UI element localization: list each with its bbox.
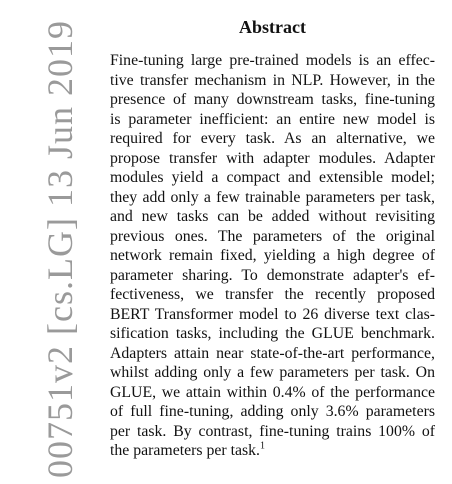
- abstract-last-line: [110, 441, 435, 461]
- abstract-line: BERT Transformer model to 26 diverse text clas-: [110, 305, 435, 323]
- abstract-line: propose transfer with adapter modules. Adapter: [110, 149, 435, 167]
- abstract-line: of full fine-tuning, adding only 3.6% parameters: [110, 403, 435, 420]
- arxiv-identifier-margin: [0, 0, 80, 484]
- abstract-line: network remain fixed, yielding a high degree of: [110, 247, 435, 264]
- arxiv-identifier: 00751v2 [cs.LG] 13 Jun 2019: [40, 20, 80, 478]
- abstract-line: required for every task. As an alternative, we: [110, 130, 435, 147]
- abstract-line: previous ones. The parameters of the original: [110, 227, 435, 245]
- abstract-line: fectiveness, we transfer the recently proposed: [110, 286, 435, 303]
- abstract-line: and new tasks can be added without revisiting: [110, 208, 435, 225]
- abstract-line: presence of many downstream tasks, fine-tuning: [110, 91, 435, 108]
- abstract-line: Fine-tuning large pre-trained models is an effec-: [110, 52, 435, 69]
- abstract-line: Adapters attain near state-of-the-art performance,: [110, 344, 435, 362]
- abstract-line: modules yield a compact and extensible model;: [110, 169, 435, 186]
- abstract-body: [110, 51, 435, 461]
- abstract-line: tive transfer mechanism in NLP. However, in the: [110, 71, 435, 89]
- abstract-line: they add only a few trainable parameters per task,: [110, 188, 435, 206]
- abstract-line: whilst adding only a few parameters per task. On: [110, 364, 435, 381]
- abstract-line: per task. By contrast, fine-tuning trains 100% of: [110, 422, 435, 440]
- footnote-marker[interactable]: 1: [260, 440, 266, 452]
- abstract-line: sification tasks, including the GLUE benchmark.: [110, 325, 435, 342]
- abstract-line: is parameter inefficient: an entire new model is: [110, 110, 435, 128]
- abstract-line-text: the parameters per task.: [110, 442, 261, 459]
- abstract-line: GLUE, we attain within 0.4% of the performance: [110, 383, 435, 401]
- abstract-line: parameter sharing. To demonstrate adapter's ef-: [110, 266, 435, 284]
- abstract-heading: Abstract: [239, 17, 306, 37]
